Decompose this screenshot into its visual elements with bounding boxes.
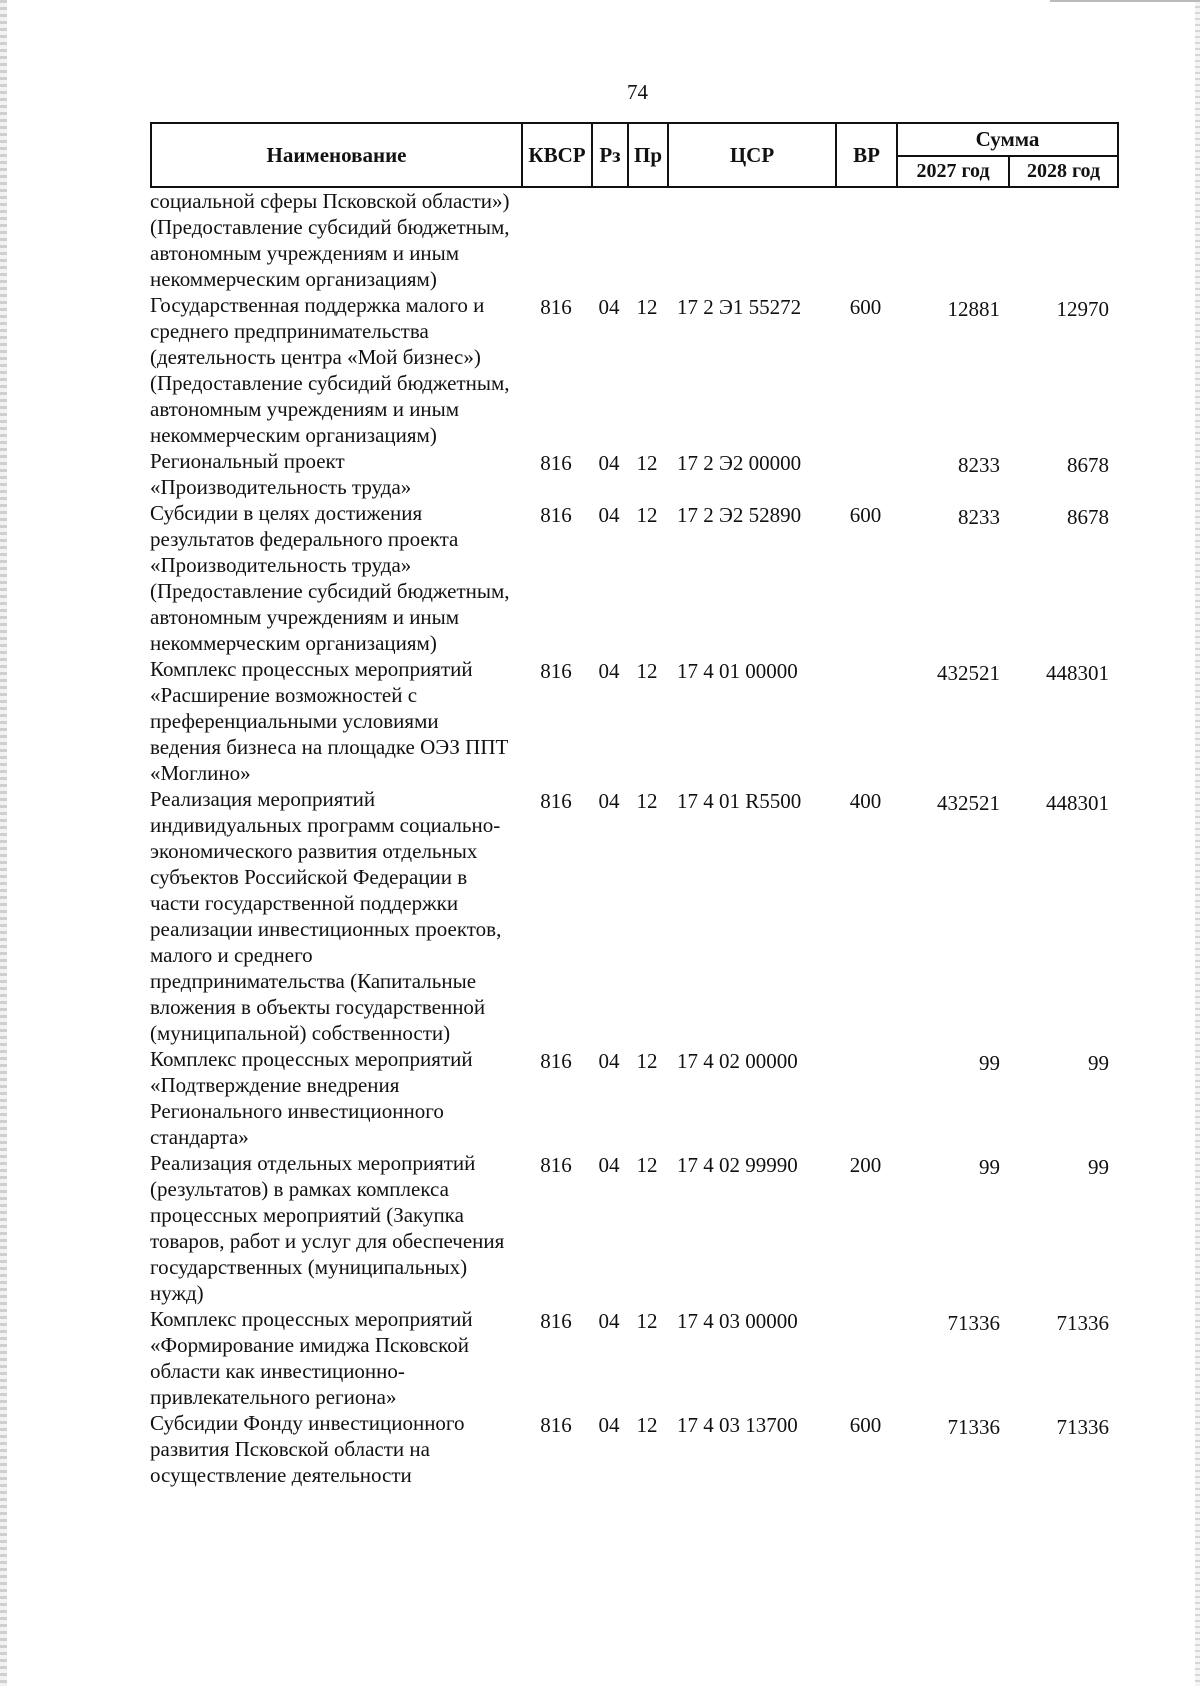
cell-sum-2028 xyxy=(1008,188,1117,292)
cell-kvsr: 816 xyxy=(540,1049,572,1073)
cell-pr: 12 xyxy=(636,1413,658,1437)
cell-csr: 17 4 02 00000 xyxy=(677,1049,798,1073)
cell-name: социальной сферы Псковской области») (Предоставление субсидий бюджетным, автономным учреждениям и иным некоммерческим организациям) xyxy=(150,189,510,291)
table-row xyxy=(150,500,1117,656)
budget-table xyxy=(150,188,1117,1488)
cell-sum-2027: 432521 xyxy=(937,661,1000,685)
cell-kvsr: 816 xyxy=(540,659,572,683)
cell-sum-2028: 99 xyxy=(1088,1051,1109,1075)
cell-rz: 04 xyxy=(598,1049,620,1073)
cell-kvsr: 816 xyxy=(540,295,572,319)
cell-rz: 04 xyxy=(598,451,620,475)
header-pr: Пр xyxy=(628,123,668,187)
cell-name: Реализация мероприятий индивидуальных программ социально-экономического развития отдельных субъектов Российской Федерации в части государственной поддержки реализации инвестиционных проектов, малого и среднего предпринимательства (Капитальные вложения в объекты государственной (муниципальной) собственности) xyxy=(150,787,502,1045)
cell-rz: 04 xyxy=(598,789,620,813)
cell-pr: 12 xyxy=(636,1049,658,1073)
cell-csr: 17 2 Э1 55272 xyxy=(677,295,802,319)
cell-vr xyxy=(835,188,896,292)
cell-sum-2028: 71336 xyxy=(1056,1415,1109,1439)
cell-kvsr: 816 xyxy=(540,1413,572,1437)
table-row xyxy=(150,1150,1117,1306)
cell-csr xyxy=(667,188,835,292)
cell-vr xyxy=(835,1306,896,1410)
cell-sum-2028: 448301 xyxy=(1046,661,1109,685)
cell-pr: 12 xyxy=(636,503,658,527)
cell-kvsr xyxy=(521,188,591,292)
cell-rz: 04 xyxy=(598,295,620,319)
cell-sum-2027: 71336 xyxy=(947,1415,1000,1439)
cell-kvsr: 816 xyxy=(540,789,572,813)
cell-rz: 04 xyxy=(598,1413,620,1437)
cell-name: Реализация отдельных мероприятий (результатов) в рамках комплекса процессных мероприятий (Закупка товаров, работ и услуг для обеспечения государственных (муниципальных) нужд) xyxy=(150,1151,505,1305)
cell-csr: 17 4 03 13700 xyxy=(677,1413,798,1437)
cell-sum-2027: 8233 xyxy=(958,453,1000,477)
cell-sum-2027: 99 xyxy=(979,1051,1000,1075)
cell-sum-2028: 448301 xyxy=(1046,791,1109,815)
cell-rz: 04 xyxy=(598,1309,620,1333)
cell-vr xyxy=(835,1046,896,1150)
cell-kvsr: 816 xyxy=(540,1309,572,1333)
page-number: 74 xyxy=(627,80,648,104)
table-row xyxy=(150,292,1117,448)
scan-edge-right xyxy=(1195,0,1200,1686)
cell-rz: 04 xyxy=(598,659,620,683)
header-kvsr: КВСР xyxy=(522,123,592,187)
table-row xyxy=(150,786,1117,1046)
cell-vr xyxy=(835,656,896,786)
cell-csr: 17 4 01 00000 xyxy=(677,659,798,683)
header-vr: ВР xyxy=(836,123,897,187)
cell-rz: 04 xyxy=(598,1153,620,1177)
table-row xyxy=(150,188,1117,292)
cell-pr: 12 xyxy=(636,1309,658,1333)
cell-kvsr: 816 xyxy=(540,1153,572,1177)
header-year-2027: 2027 год xyxy=(897,156,1009,187)
header-sum: Сумма xyxy=(897,123,1118,156)
cell-vr: 200 xyxy=(849,1153,882,1177)
cell-kvsr: 816 xyxy=(540,451,572,475)
table-header xyxy=(150,122,1119,188)
cell-csr: 17 2 Э2 52890 xyxy=(677,503,802,527)
header-csr: ЦСР xyxy=(668,123,836,187)
cell-sum-2027: 8233 xyxy=(958,505,1000,529)
cell-rz xyxy=(591,188,627,292)
cell-csr: 17 4 02 99990 xyxy=(677,1153,798,1177)
cell-rz: 04 xyxy=(598,503,620,527)
cell-sum-2028: 99 xyxy=(1088,1155,1109,1179)
cell-pr: 12 xyxy=(636,451,658,475)
cell-sum-2028: 8678 xyxy=(1067,505,1109,529)
cell-sum-2027: 432521 xyxy=(937,791,1000,815)
cell-name: Комплекс процессных мероприятий «Подтверждение внедрения Регионального инвестиционного стандарта» xyxy=(150,1047,473,1149)
cell-vr: 600 xyxy=(849,503,882,527)
table-row xyxy=(150,1306,1117,1410)
cell-kvsr: 816 xyxy=(540,503,572,527)
cell-vr: 400 xyxy=(849,789,882,813)
cell-vr: 600 xyxy=(849,295,882,319)
cell-name: Государственная поддержка малого и среднего предпринимательства (деятельность центра «Мой бизнес») (Предоставление субсидий бюджетным, автономным учреждениям и иным некоммерческим организациям) xyxy=(150,293,510,447)
scan-edge-left xyxy=(0,0,7,1686)
cell-name: Субсидии в целях достижения результатов федерального проекта «Производительность труда» (Предоставление субсидий бюджетным, автономным учреждениям и иным некоммерческим организациям) xyxy=(150,501,510,655)
cell-name: Субсидии Фонду инвестиционного развития Псковской области на осуществление деятельности xyxy=(150,1411,465,1487)
cell-pr: 12 xyxy=(636,659,658,683)
table-row xyxy=(150,656,1117,786)
cell-csr: 17 4 01 R5500 xyxy=(677,789,802,813)
cell-sum-2027: 99 xyxy=(979,1155,1000,1179)
table-row xyxy=(150,448,1117,500)
cell-vr: 600 xyxy=(849,1413,882,1437)
table-row xyxy=(150,1046,1117,1150)
scan-edge-top xyxy=(1050,0,1200,2)
table-body xyxy=(150,188,1117,1488)
header-name: Наименование xyxy=(151,123,522,187)
header-year-2028: 2028 год xyxy=(1009,156,1118,187)
cell-pr: 12 xyxy=(636,295,658,319)
cell-pr xyxy=(627,188,667,292)
cell-name: Комплекс процессных мероприятий «Расширение возможностей с преференциальными условиями ведения бизнеса на площадке ОЭЗ ППТ «Моглино» xyxy=(150,657,509,785)
cell-sum-2027: 71336 xyxy=(947,1311,1000,1335)
cell-sum-2028: 71336 xyxy=(1056,1311,1109,1335)
cell-name: Региональный проект «Производительность труда» xyxy=(150,449,412,499)
cell-sum-2027: 12881 xyxy=(947,297,1000,321)
cell-pr: 12 xyxy=(636,789,658,813)
cell-pr: 12 xyxy=(636,1153,658,1177)
cell-sum-2028: 8678 xyxy=(1067,453,1109,477)
cell-csr: 17 2 Э2 00000 xyxy=(677,451,802,475)
header-rz: Рз xyxy=(592,123,628,187)
cell-vr xyxy=(835,448,896,500)
cell-name: Комплекс процессных мероприятий «Формирование имиджа Псковской области как инвестиционно-привлекательного региона» xyxy=(150,1307,473,1409)
cell-sum-2027 xyxy=(896,188,1008,292)
cell-sum-2028: 12970 xyxy=(1056,297,1109,321)
table-row xyxy=(150,1410,1117,1488)
cell-csr: 17 4 03 00000 xyxy=(677,1309,798,1333)
